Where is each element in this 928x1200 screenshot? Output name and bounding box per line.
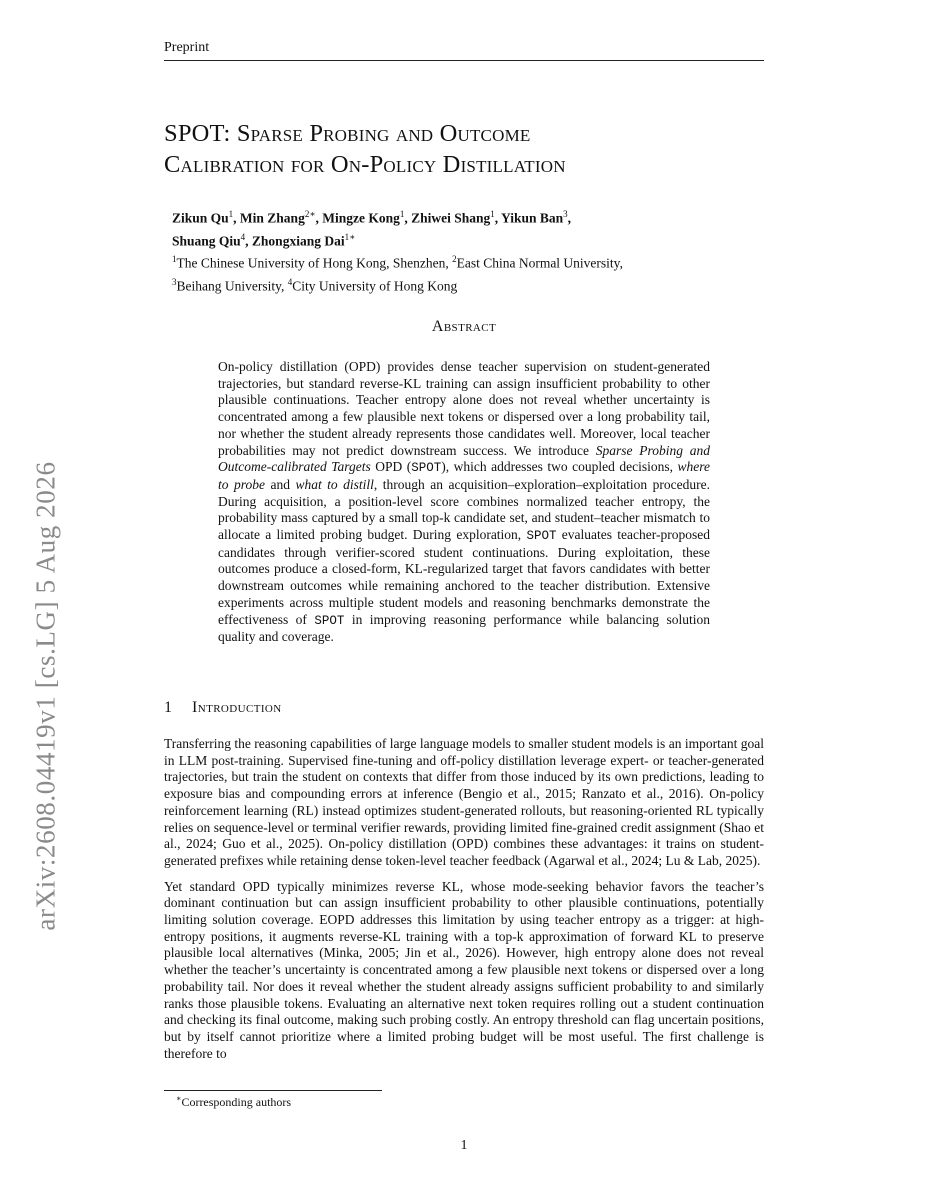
author-name: Zhongxiang Dai	[251, 233, 345, 248]
footnote-rule	[164, 1090, 382, 1091]
affiliation-mark: 4	[287, 276, 293, 287]
affiliation-name: City University of Hong Kong	[292, 278, 458, 293]
author-affiliation-mark: 4	[240, 231, 246, 242]
abstract-text: OPD (	[370, 459, 412, 475]
author-name: Min Zhang	[239, 210, 305, 226]
author-affiliation-mark: 1	[399, 209, 405, 219]
author-affiliation-mark: 1∗	[344, 231, 356, 242]
affiliation-mark: 2	[452, 254, 457, 264]
affiliation-mark: 1	[172, 254, 177, 264]
abstract-text: On-policy distillation (OPD) provides dense teacher supervision on student-generated trajectories, but standard reverse-KL training can assign insufficient probability to other plausible continuations. Teacher entropy alone does not reveal whether uncertainty is concentrated among a few plausible next tokens or dispersed over a long probability tail, nor whether the student already represents those candidates well. Moreover, local teacher probabilities may not predict downstream success. We introduce	[218, 359, 710, 458]
title-line-2: Calibration for On-Policy Distillation	[164, 151, 566, 178]
author-affiliation-mark: 1	[490, 209, 495, 219]
paragraph: Yet standard OPD typically minimizes reverse KL, whose mode-seeking behavior favors the teacher’s dominant continuation but can assign insufficient probability to other plausible continuations, potentially limiting solution coverage. EOPD addresses this limitation by using teacher entropy as a trigger: at high-entropy positions, it augments reverse-KL training with a top-k approximation of forward KL to preserve plausible local alternatives (Minka, 2005; Jin et al., 2026). However, high entropy alone does not reveal whether the teacher’s uncertainty is concentrated among a few plausible next tokens or dispersed over a long probability tail. Nor does it reveal whether the student already assigns sufficient probability to and similarly ranks those plausible tokens. Evaluating an alternative next token requires rolling out a student continuation and checking its final outcome, making such probing costly. An entropy threshold can flag uncertain positions, but by itself cannot prioritize where a limited probing budget will be most useful. The first challenge is therefore to	[164, 878, 764, 1061]
author-name: Zikun Qu	[172, 210, 229, 226]
section-heading-introduction	[164, 699, 764, 717]
abstract-text: , through an acquisition–exploration–exploitation procedure. During acquisition, a position-level score combines normalized teacher entropy, the probability mass captured by a small top-k candidate set, and student–teacher mismatch to allocate a limited probing budget. During exploration,	[218, 476, 711, 543]
author-affiliation-mark: 2∗	[304, 209, 316, 219]
method-acronym: SPOT	[314, 613, 345, 628]
paragraph: Transferring the reasoning capabilities of large language models to smaller student models is an important goal in LLM post-training. Supervised fine-tuning and off-policy distillation leverage expert- or teacher-generated trajectories, but train the student on contexts that differ from those induced by its own predictions, leading to exposure bias and compounding errors at inference (Bengio et al., 2015; Ranzato et al., 2016). On-policy reinforcement learning (RL) instead optimizes student-generated rollouts, but reasoning-oriented RL typically relies on sequence-level or terminal verifier rewards, providing limited fine-grained credit assignment (Shao et al., 2024; Guo et al., 2025). On-policy distillation (OPD) combines these advantages: it trains on student-generated prefixes while retaining dense token-level teacher feedback (Agarwal et al., 2024; Lu & Lab, 2025).	[164, 736, 764, 868]
footnote-mark: ∗	[176, 1094, 182, 1103]
section-title: Introduction	[192, 699, 282, 716]
author-name: Yikun Ban	[500, 210, 564, 226]
author-names: Zikun Qu$^1$, Min Zhang$^{2∗}$, Mingze Kong$^1$, Zhiwei Shang$^1$, Yikun Ban$^3$, Shuang Qiu$^4$, Zhongxiang Dai$^{1∗}$	[172, 209, 572, 248]
emphasis: what to distill	[295, 476, 374, 492]
affiliation-name: Beihang University	[176, 278, 281, 293]
section-number: 1	[164, 699, 172, 716]
abstract-body	[218, 359, 710, 646]
abstract-text: and	[264, 476, 296, 492]
arxiv-sidebar	[22, 428, 70, 964]
author-affiliation-mark: 1	[228, 209, 234, 219]
affiliation-name: East China Normal University	[456, 255, 620, 271]
footnote	[176, 1094, 291, 1110]
page-number: 1	[460, 1138, 468, 1153]
abstract-heading: Abstract	[431, 318, 497, 335]
author-name: Shuang Qiu	[172, 233, 241, 248]
running-head: Preprint	[164, 40, 764, 61]
abstract-text: in improving reasoning performance while balancing solution quality and coverage.	[218, 611, 710, 645]
method-acronym: SPOT	[526, 529, 557, 544]
abstract-text: evaluates teacher-proposed candidates through verifier-scored student continuations. During exploitation, these outcomes produce a closed-form, KL-regularized target that favors candidates with better downstream outcomes while remaining anchored to the teacher distribution. Extensive experiments across multiple student models and reasoning benchmarks demonstrate the effectiveness of	[218, 527, 710, 627]
paper-title	[164, 118, 784, 180]
introduction-body	[164, 736, 764, 1071]
footnote-text: Corresponding authors	[181, 1095, 292, 1109]
method-name: Sparse Probing and Outcome-calibrated Targets	[218, 442, 710, 475]
author-name: Zhiwei Shang	[411, 210, 491, 226]
author-affiliation-mark: 3	[563, 209, 568, 219]
affiliations: $^1$The Chinese University of Hong Kong, Shenzhen, $^2$East China Normal University, $^3$Beihang University, $^4$City University of Hong Kong	[172, 254, 623, 293]
title-line-1: SPOT: Sparse Probing and Outcome	[164, 120, 531, 147]
arxiv-identifier: arXiv:2608.04419v1 [cs.LG] 5 Aug 2026	[30, 461, 61, 931]
affiliation-mark: 3	[172, 276, 177, 287]
abstract-text: ), which addresses two coupled decisions,	[441, 459, 678, 475]
method-acronym: SPOT	[411, 461, 442, 476]
affiliation-name: The Chinese University of Hong Kong, Shenzhen	[176, 255, 446, 271]
author-block	[172, 205, 752, 295]
emphasis: where to probe	[218, 459, 710, 492]
author-name: Mingze Kong	[322, 210, 400, 226]
